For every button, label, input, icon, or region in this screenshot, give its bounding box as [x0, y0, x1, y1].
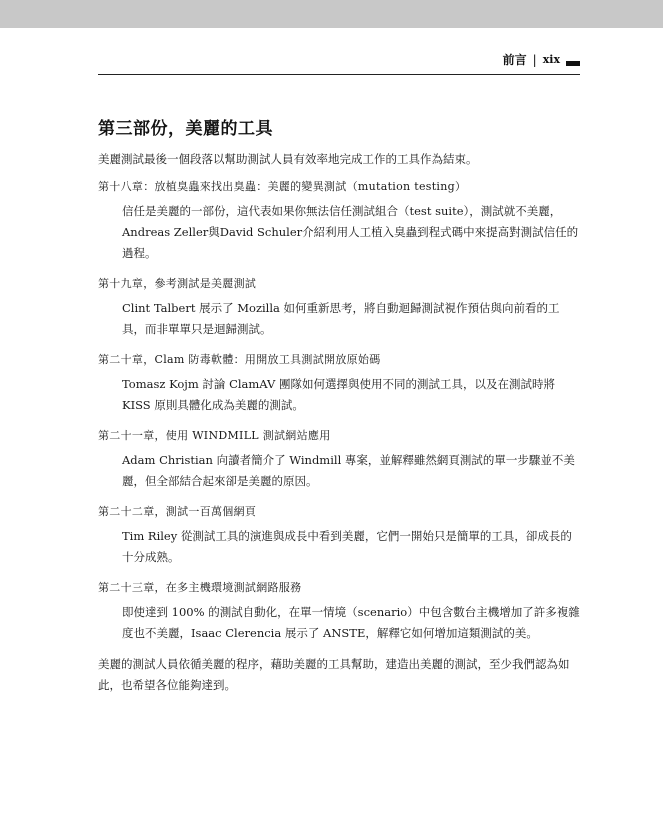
top-band [0, 0, 663, 28]
running-title: 前言 [502, 53, 527, 67]
chapter-description: Tim Riley 從測試工具的演進與成長中看到美麗，它們一開始只是簡單的工具，卻成長的十分成熟。 [122, 529, 572, 564]
chapter-heading: 第二十三章，在多主機環境測試網路服務 [98, 581, 302, 594]
page-content [98, 114, 582, 696]
chapter-description: Adam Christian 向讀者簡介了 Windmill 專案，並解釋雖然網頁測試的單一步驟並不美麗，但全部結合起來卻是美麗的原因。 [122, 453, 575, 488]
chapter-description: Clint Talbert 展示了 Mozilla 如何重新思考，將自動迴歸測試視作預估與向前看的工具，而非單單只是迴歸測試。 [122, 301, 560, 336]
section-intro: 美麗測試最後一個段落以幫助測試人員有效率地完成工作的工具作為結束。 [98, 152, 478, 166]
page-number: xix [542, 53, 560, 66]
chapter-description: Tomasz Kojm 討論 ClamAV 團隊如何選擇與使用不同的測試工具，以及在測試時將 KISS 原則具體化成為美麗的測試。 [122, 377, 555, 412]
section-title: 第三部份，美麗的工具 [98, 119, 273, 139]
chapter-22 [98, 502, 582, 568]
chapter-description: 信任是美麗的一部份，這代表如果你無法信任測試組合（test suite），測試就不美麗，Andreas Zeller與David Schuler介紹利用人工植入臭蟲到程式碼中來提高對測試信任的過程。 [122, 204, 579, 260]
chapter-heading: 第十八章：放植臭蟲來找出臭蟲：美麗的變異測試（mutation testing） [98, 180, 467, 193]
chapter-description: 即使達到 100% 的測試自動化，在單一情境（scenario）中包含數台主機增加了許多複雜度也不美麗，Isaac Clerencia 展示了 ANSTE，解釋它如何增加這類測試的美。 [122, 605, 580, 640]
chapter-heading: 第二十一章，使用 WINDMILL 測試網站應用 [98, 429, 331, 442]
closing-paragraph: 美麗的測試人員依循美麗的程序，藉助美麗的工具幫助，建造出美麗的測試，至少我們認為如此，也希望各位能夠達到。 [98, 657, 570, 692]
chapter-18 [98, 177, 582, 264]
chapter-heading: 第十九章，參考測試是美麗測試 [98, 277, 257, 290]
chapter-20 [98, 350, 582, 416]
header-mark [566, 61, 580, 66]
chapter-23 [98, 578, 582, 644]
chapter-19 [98, 274, 582, 340]
page-header [98, 48, 580, 75]
chapter-heading: 第二十章，Clam 防毒軟體：用開放工具測試開放原始碼 [98, 353, 381, 366]
chapter-heading: 第二十二章，測試一百萬個網頁 [98, 505, 257, 518]
chapter-21 [98, 426, 582, 492]
header-separator: | [532, 52, 537, 67]
header-right [503, 51, 580, 68]
